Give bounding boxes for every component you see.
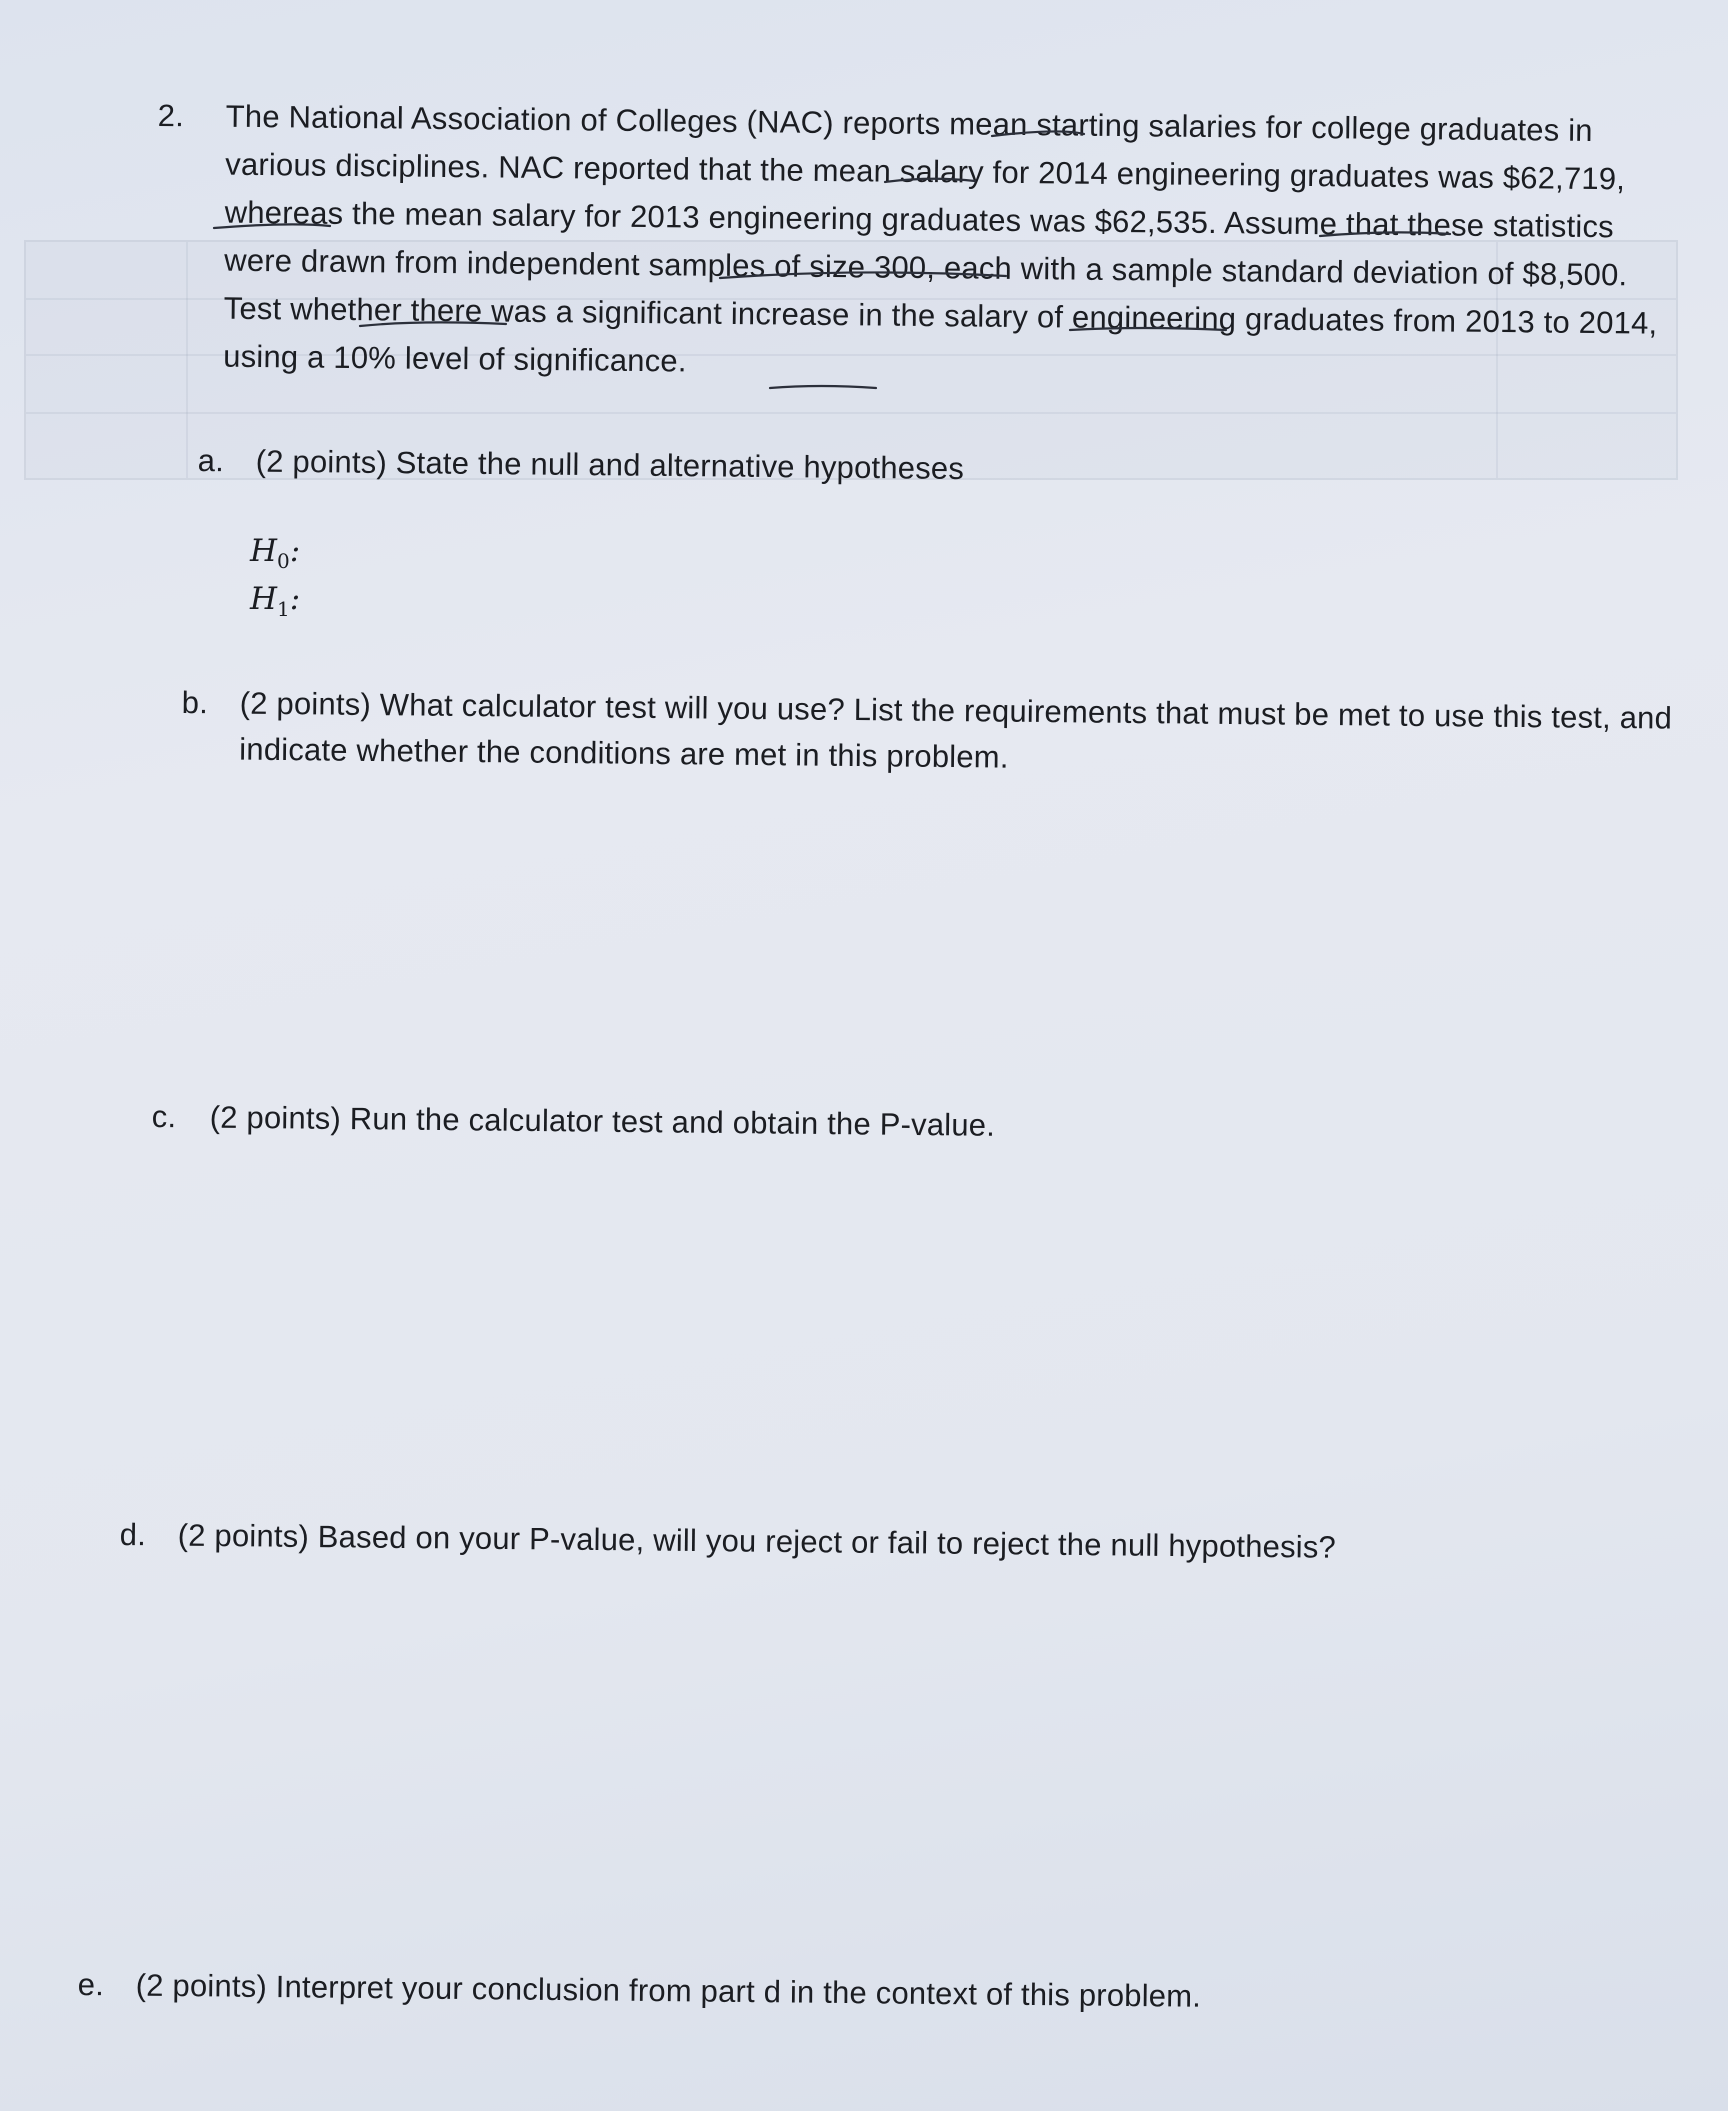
part-e: [78, 1962, 1202, 2020]
part-c: [152, 1094, 996, 1149]
part-a-text: (2 points) State the null and alternative hypotheses: [255, 443, 965, 487]
part-e-letter: e.: [77, 1966, 105, 2003]
part-b-letter: b.: [181, 684, 209, 721]
part-c-text: (2 points) Run the calculator test and obtain the P-value.: [209, 1099, 996, 1143]
part-e-text: (2 points) Interpret your conclusion from part d in the context of this problem.: [135, 1967, 1202, 2014]
null-hypothesis-label: $H_0$:: [250, 533, 301, 574]
part-b: [181, 680, 1680, 788]
alternative-hypothesis-label: $H_1$:: [250, 581, 301, 622]
part-d-letter: d.: [119, 1516, 147, 1553]
question-text: The National Association of Colleges (NAC) reports mean starting salaries for college graduates in various disciplines. NAC reported that the mean salary for 2014 engineering graduates was $62,719, whereas the mean salary for 2013 engineering graduates was $62,535. Assume that these statistics were drawn from independent samples of size 300, each with a sample standard deviation of $8,500. Test whether there was a significant increase in the salary of engineering graduates from 2013 to 2014, using a 10% level of significance.: [223, 98, 1658, 379]
part-a-letter: a.: [197, 442, 225, 479]
part-c-letter: c.: [151, 1098, 177, 1135]
part-d-text: (2 points) Based on your P-value, will you reject or fail to reject the null hypothesis?: [177, 1517, 1337, 1565]
part-d: [120, 1512, 1337, 1571]
question-number: 2.: [157, 97, 185, 134]
part-b-text: (2 points) What calculator test will you use? List the requirements that must be met to use this test, and indicate whether the conditions are met in this problem.: [239, 685, 1673, 775]
question-2: [157, 92, 1680, 396]
part-a: [198, 438, 965, 492]
